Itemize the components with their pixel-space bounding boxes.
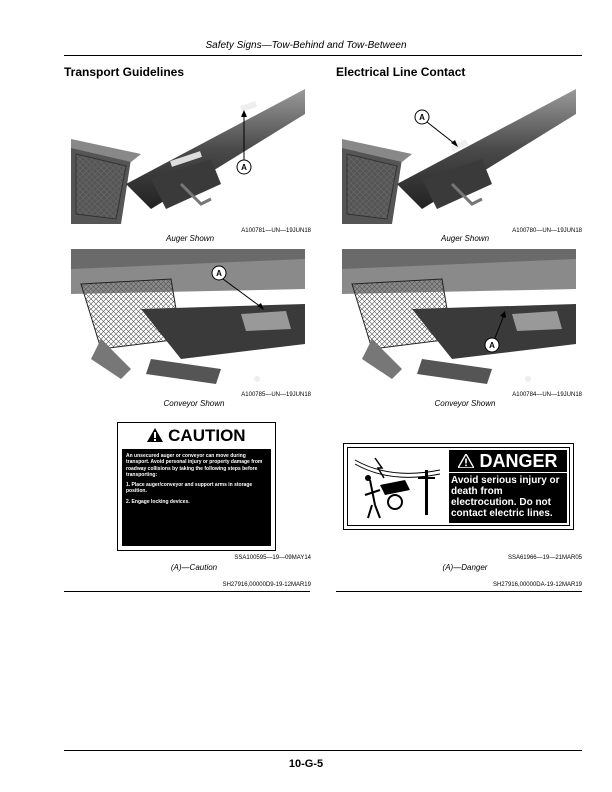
electrocution-pictogram-icon <box>350 450 446 523</box>
caution-heading: CAUTION <box>122 427 271 445</box>
sign-caption: (A)—Caution <box>170 563 218 572</box>
danger-sign <box>343 443 574 530</box>
warning-triangle-icon <box>458 454 474 468</box>
figure-caption: Auger Shown <box>165 234 215 243</box>
danger-message: Avoid serious injury or death from electrocution. Do not contact electric lines. <box>449 473 567 523</box>
footer-rule <box>64 750 582 751</box>
caution-step-2: 2. Engage locking devices. <box>126 498 190 505</box>
figure-caption: Conveyor Shown <box>434 399 496 408</box>
figure-id: A100781—UN—19JUN18 <box>241 228 311 234</box>
caution-step-1: 1. Place auger/conveyor and support arms in storage position. <box>126 482 253 495</box>
figure-id: A100784—UN—19JUN18 <box>512 392 582 398</box>
section-rule <box>336 591 582 592</box>
figure-id: SSA61966—19—21MAR05 <box>507 555 582 561</box>
callout-a: A <box>216 269 222 278</box>
section-rule <box>64 591 310 592</box>
figure-auger-right <box>342 84 576 224</box>
figure-id: A100780—UN—19JUN18 <box>512 228 582 234</box>
callout-a: A <box>489 341 495 350</box>
figure-conveyor-left <box>71 249 305 389</box>
page-number: 10-G-5 <box>288 758 324 770</box>
callout-a: A <box>419 113 425 122</box>
caution-body <box>122 449 271 546</box>
danger-sign-frame <box>347 447 570 526</box>
warning-triangle-icon <box>147 428 163 442</box>
figure-conveyor-right <box>342 249 576 389</box>
header-rule <box>64 55 582 56</box>
reference-code: SH27916,00000DA-19-12MAR19 <box>492 582 582 588</box>
figure-caption: Conveyor Shown <box>163 399 225 408</box>
reference-code: SH27916,00000D9-19-12MAR19 <box>222 582 311 588</box>
caution-sign <box>117 422 276 551</box>
figure-caption: Auger Shown <box>440 234 490 243</box>
sign-caption: (A)—Danger <box>442 563 488 572</box>
section-title-transport: Transport Guidelines <box>64 65 185 79</box>
callout-a: A <box>241 163 247 172</box>
figure-id: A100785—UN—19JUN18 <box>241 392 311 398</box>
figure-auger-left <box>71 84 305 224</box>
section-title-electrical: Electrical Line Contact <box>336 65 466 79</box>
caution-text: An unsecured auger or conveyor can move during transport. Avoid personal injury or property damage from roadway collisions by taking the following steps before transporting: <box>126 453 263 478</box>
figure-id: SSA100595—19—09MAY14 <box>234 555 311 561</box>
danger-heading: DANGER <box>449 450 567 472</box>
page-header: Safety Signs—Tow-Behind and Tow-Between <box>205 40 407 51</box>
